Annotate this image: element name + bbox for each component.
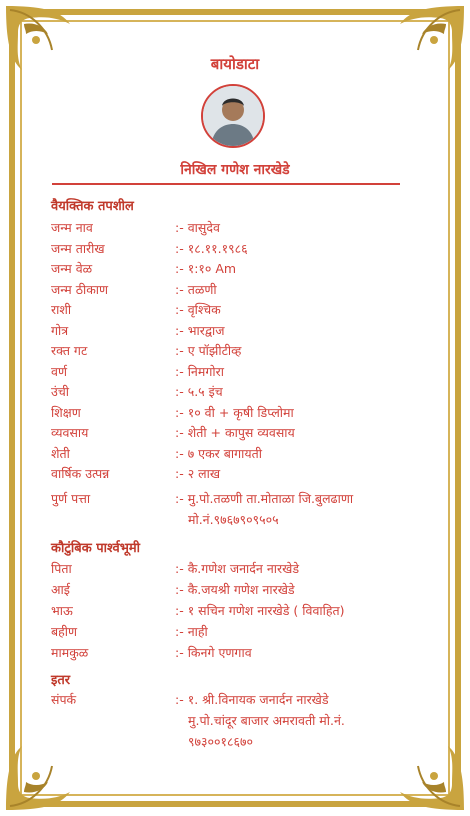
personal-detail-label: वर्ण	[51, 363, 67, 379]
personal-detail-value: :- १० वी + कृषी डिप्लोमा	[175, 404, 294, 420]
personal-detail-value: :- निमगोरा	[175, 363, 224, 379]
contact-label: संपर्क	[51, 692, 77, 707]
page-title: बायोडाटा	[210, 55, 260, 73]
profile-photo	[201, 84, 265, 148]
section-title-personal: वैयक्तिक तपशील	[51, 199, 134, 214]
personal-detail-label: उंची	[51, 384, 70, 399]
candidate-name: निखिल गणेश नारखेडे	[180, 162, 290, 178]
personal-detail-value: :- ५.५ इंच	[175, 384, 223, 399]
address-line-1: :- मु.पो.तळणी ता.मोताळा जि.बुलढाणा	[175, 491, 354, 506]
personal-detail-label: व्यवसाय	[51, 425, 89, 440]
personal-detail-label: वार्षिक उत्पन्न	[51, 466, 110, 481]
personal-detail-label: रक्त गट	[51, 343, 88, 358]
family-detail-label: पिता	[51, 561, 72, 576]
personal-detail-value: :- वृश्चिक	[175, 302, 221, 317]
personal-detail-value: :- ७ एकर बागायती	[175, 445, 263, 461]
personal-detail-value: :- वासुदेव	[175, 220, 220, 235]
family-detail-value: :- नाही	[175, 624, 208, 639]
personal-detail-value: :- भारद्वाज	[175, 322, 225, 338]
section-title-family: कौटुंबिक पार्श्वभूमी	[51, 541, 140, 556]
personal-detail-value: :- ए पॉझीटीव्ह	[175, 343, 242, 358]
ornament-corner-top-right	[380, 0, 470, 90]
family-detail-label: आई	[51, 582, 70, 597]
personal-detail-label: शेती	[51, 445, 70, 461]
personal-detail-value: :- १:१० Am	[175, 261, 237, 276]
contact-line-3: ९७३००१८६७०	[188, 734, 254, 749]
name-divider	[52, 183, 400, 185]
personal-detail-label: गोत्र	[51, 322, 69, 338]
family-detail-value: :- कै.गणेश जनार्दन नारखेडे	[175, 561, 300, 576]
contact-line-1: :- १. श्री.विनायक जनार्दन नारखेडे	[175, 692, 329, 707]
family-detail-value: :- कै.जयश्री गणेश नारखेडे	[175, 582, 295, 597]
ornament-corner-top-left	[0, 0, 90, 90]
family-detail-label: भाऊ	[51, 603, 73, 618]
ornament-corner-bottom-left	[0, 726, 90, 816]
section-title-other: इतर	[51, 673, 71, 688]
address-line-2: मो.नं.९७६७९०९५०५	[188, 512, 279, 527]
family-detail-label: मामकुळ	[51, 645, 89, 660]
personal-detail-label: राशी	[51, 302, 72, 317]
family-detail-value: :- १ सचिन गणेश नारखेडे ( विवाहित)	[175, 603, 345, 618]
personal-detail-label: जन्म वेळ	[51, 261, 93, 276]
personal-detail-label: जन्म ठीकाण	[51, 281, 109, 297]
personal-detail-value: :- तळणी	[175, 281, 217, 297]
family-detail-value: :- किनगे एणगाव	[175, 645, 252, 660]
contact-line-2: मु.पो.चांदूर बाजार अमरावती मो.नं.	[188, 713, 345, 728]
family-detail-label: बहीण	[51, 624, 78, 639]
address-label: पुर्ण पत्ता	[51, 491, 91, 506]
personal-detail-label: जन्म तारीख	[51, 240, 105, 256]
personal-detail-value: :- १८.११.१९८६	[175, 240, 248, 256]
personal-detail-value: :- २ लाख	[175, 466, 221, 481]
personal-detail-value: :- शेती + कापुस व्यवसाय	[175, 425, 295, 440]
personal-detail-label: शिक्षण	[51, 404, 81, 420]
personal-detail-label: जन्म नाव	[51, 220, 93, 235]
